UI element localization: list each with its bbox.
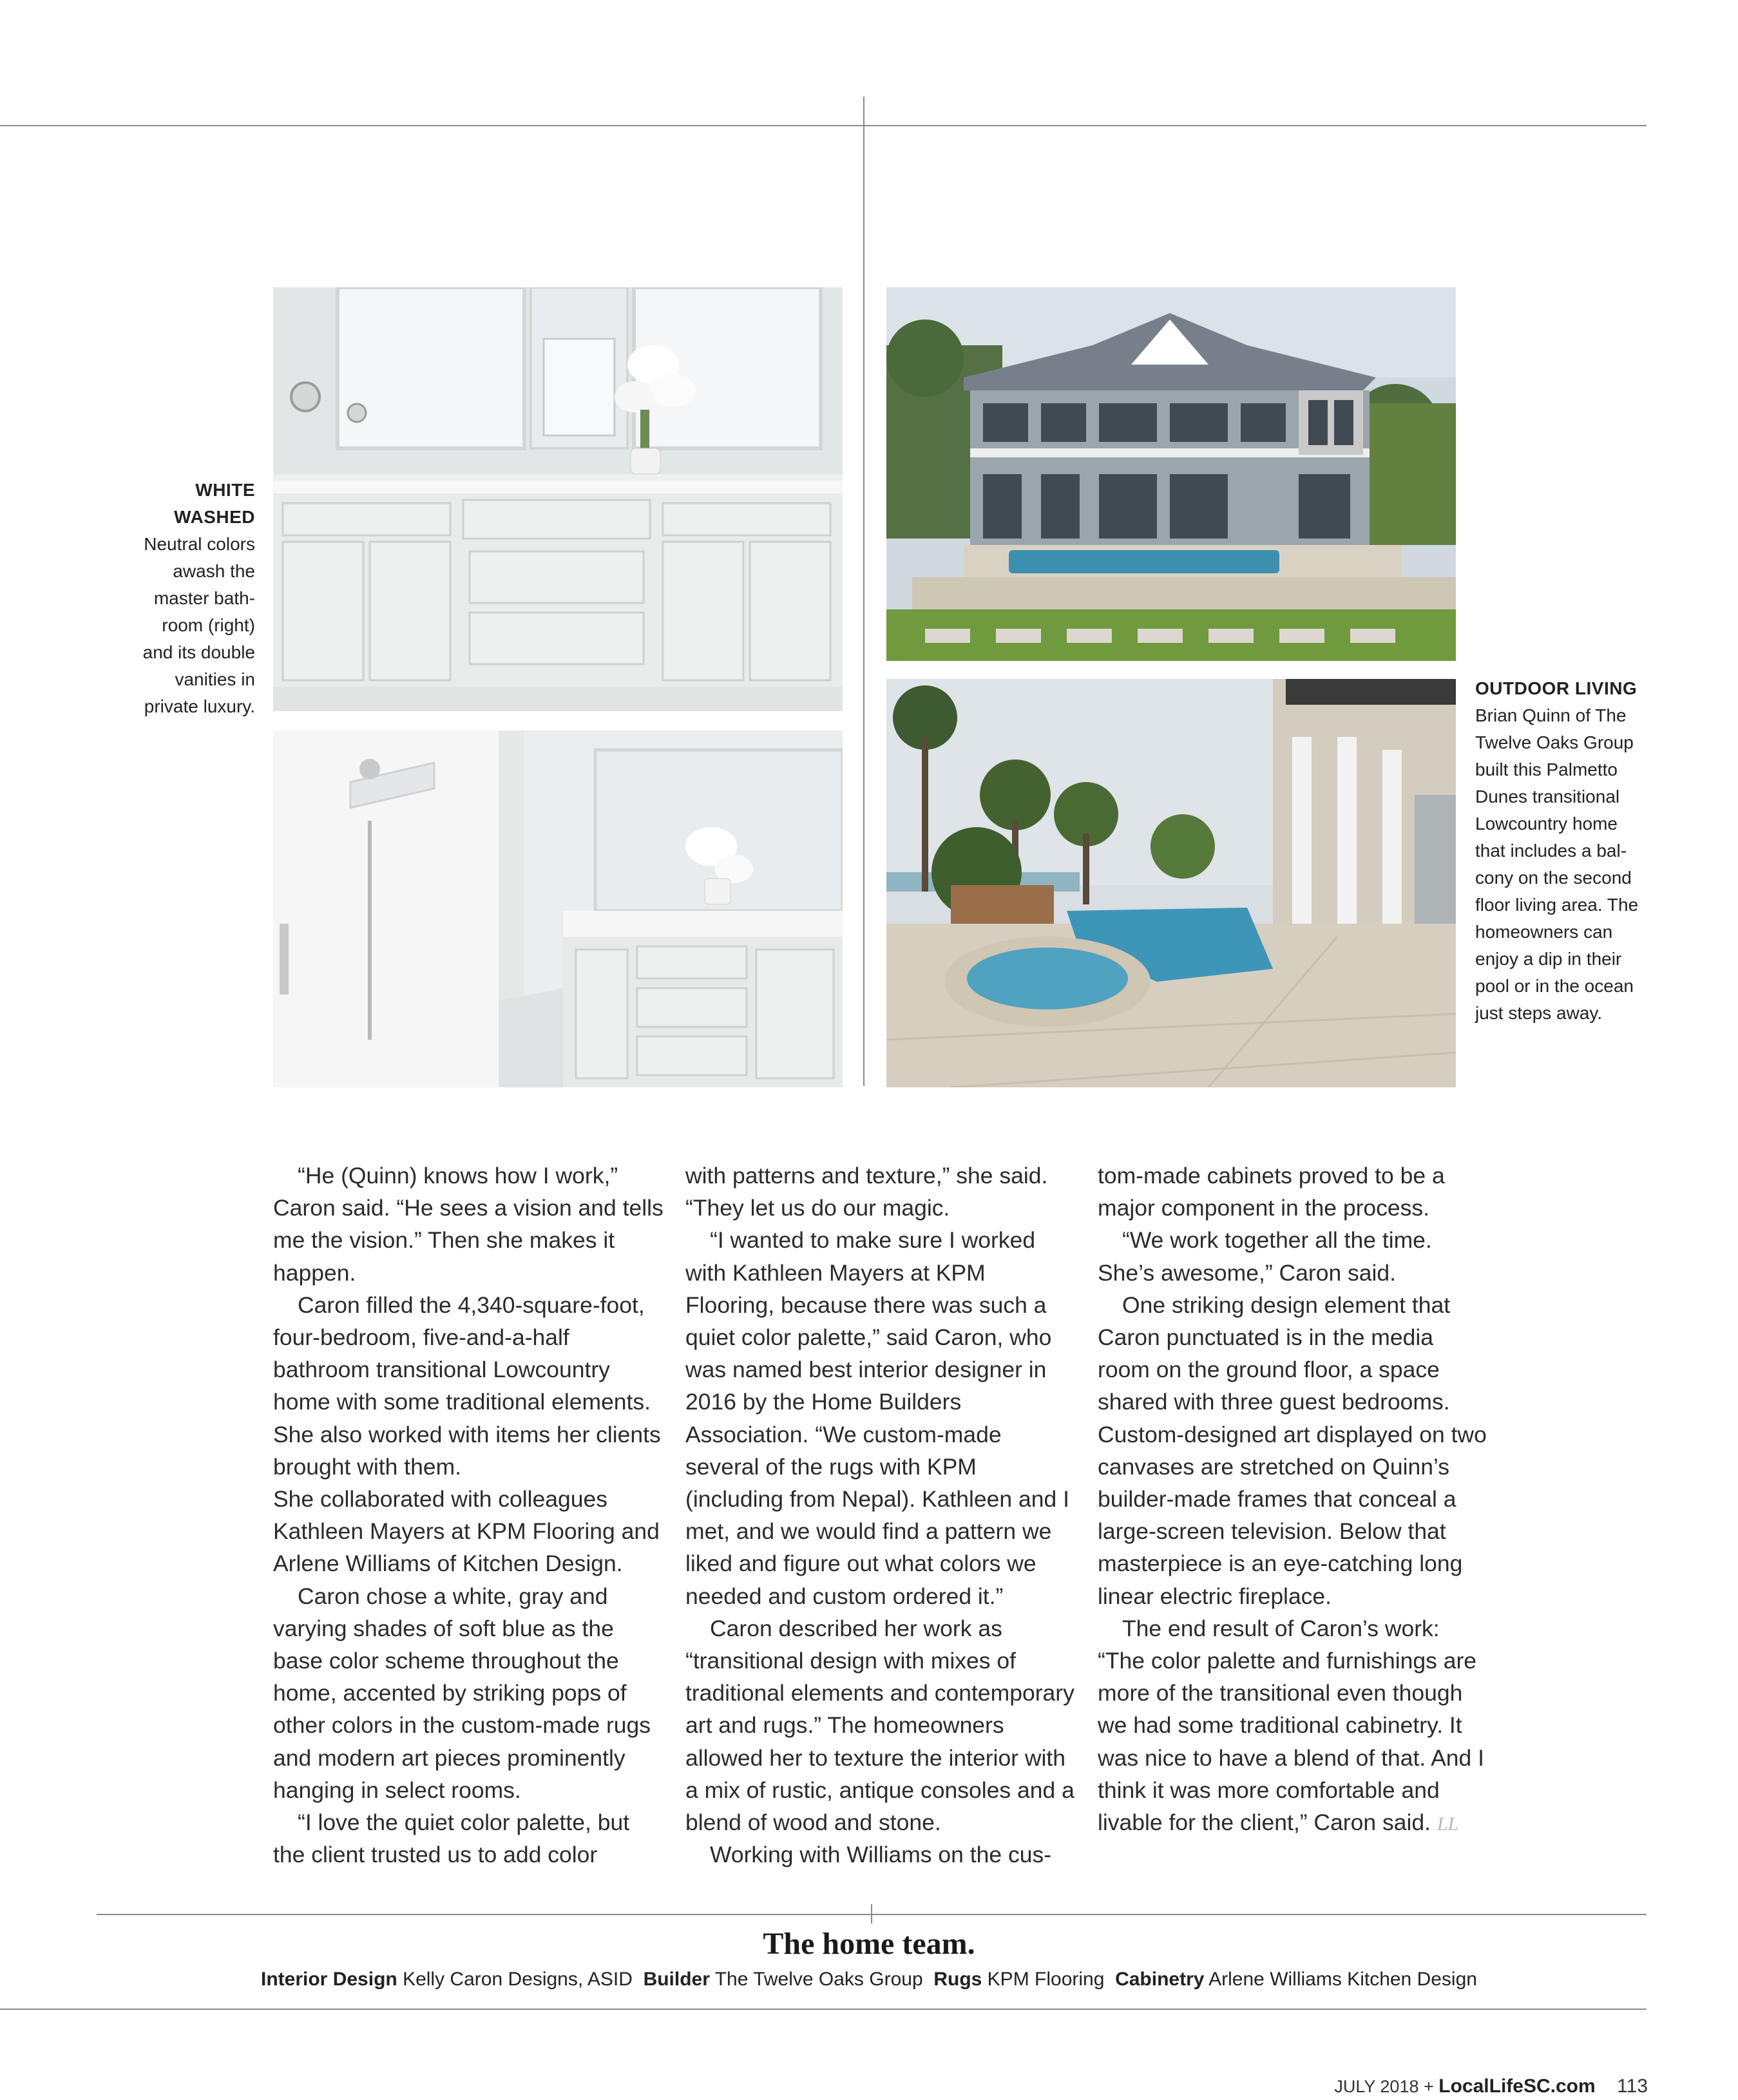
paragraph: tom-made cabinets proved to be a major component in the process. [1098, 1163, 1445, 1221]
center-divider [863, 97, 864, 1086]
credit-name: KPM Flooring [987, 1969, 1105, 1990]
credit-name: Arlene Williams Kitchen Design [1208, 1969, 1477, 1990]
caption-line: pool or in the ocean [1475, 976, 1634, 996]
caption-line: room (right) [162, 615, 255, 635]
caption-line: homeowners can [1475, 922, 1613, 942]
caption-line: that includes a bal- [1475, 841, 1627, 861]
caption-line: enjoy a dip in their [1475, 949, 1622, 969]
paragraph-last [1098, 1612, 1491, 1840]
caption-line: Lowcountry home [1475, 814, 1618, 834]
pool-patio-ocean-photo [886, 679, 1456, 1087]
credit-role: Builder [643, 1969, 710, 1990]
caption-line: master bath- [153, 588, 255, 608]
caption-line: just steps away. [1475, 1003, 1603, 1023]
paragraph: Caron chose a white, gray and varying shades of soft blue as the base color scheme throughout the home, accented by striking pops of other colors in the custom-made rugs and modern art pieces prominently hanging in select rooms. [273, 1583, 651, 1803]
caption-line: built this Palmetto [1475, 759, 1618, 779]
credit-name: The Twelve Oaks Group [714, 1969, 923, 1990]
paragraph: “He (Quinn) knows how I work,” Caron said. “He sees a vision and tells me the vision.” Then she makes it happen. [273, 1163, 664, 1286]
credit-role: Rugs [933, 1969, 982, 1990]
caption-line: cony on the second [1475, 868, 1632, 888]
caption-line: Dunes transitional [1475, 787, 1620, 807]
paragraph: with patterns and texture,” she said. “They let us do our magic. [685, 1163, 1048, 1221]
article-column-1 [273, 1160, 666, 1871]
team-center-tick [871, 1904, 872, 1923]
article-column-3 [1098, 1160, 1491, 1840]
site-link[interactable]: LocalLifeSC.com [1438, 2076, 1596, 2097]
credit-role: Interior Design [261, 1969, 397, 1990]
caption-line: and its double [142, 642, 255, 662]
bathroom-vanity-photo [273, 287, 843, 711]
paragraph: “I love the quiet color palette, but the client trusted us to add color [273, 1809, 630, 1868]
caption-outdoor-living [1475, 675, 1668, 1027]
caption-line: floor living area. The [1475, 895, 1639, 915]
page-footer [1334, 2076, 1648, 2097]
home-team-title: The home team. [763, 1927, 975, 1961]
caption-line: Neutral colors [144, 534, 255, 554]
caption-line: vanities in [175, 669, 255, 689]
credit-role: Cabinetry [1115, 1969, 1205, 1990]
paragraph: She collaborated with colleagues Kathleen Mayers at KPM Flooring and Arlene Williams of Kitchen Design. [273, 1486, 660, 1577]
paragraph-text: The end result of Caron’s work: “The color palette and furnishings are more of the transitional even though we had some traditional cabinetry. It was nice to have a blend of that. And I think it was more comfortable and livable for the client,” Caron said. [1098, 1615, 1484, 1836]
caption-white-washed [64, 477, 255, 720]
home-team-credits [0, 1969, 1738, 1990]
end-mark: LL [1437, 1813, 1459, 1835]
caption-line: awash the [173, 561, 255, 581]
top-rule [0, 125, 1647, 126]
caption-heading: OUTDOOR LIVING [1475, 678, 1638, 698]
paragraph: Caron described her work as “transitional design with mixes of traditional elements and contemporary art and rugs.” The homeowners allowed her to texture the interior with a mix of rustic, antique consoles and a blend of wood and stone. [685, 1615, 1074, 1836]
paragraph: Caron filled the 4,340-square-foot, four-bedroom, five-and-a-half bathroom transitional Lowcountry home with some traditional elements. She also worked with items her clients brought with them. [273, 1292, 661, 1480]
paragraph: One striking design element that Caron punctuated is in the media room on the ground floor, a space shared with three guest bedrooms. Custom-designed art displayed on two canvases are stretched on Quinn’s builder-made frames that conceal a large-screen television. Below that masterpiece is an eye-catching long linear electric fireplace. [1098, 1292, 1487, 1609]
page-number: 113 [1617, 2076, 1648, 2097]
paragraph: “We work together all the time. She’s awesome,” Caron said. [1098, 1227, 1432, 1286]
house-exterior-pool-photo [886, 287, 1456, 661]
article-column-2 [685, 1160, 1078, 1871]
caption-heading-line1: WHITE [195, 480, 255, 500]
team-bottom-rule [0, 2009, 1647, 2010]
caption-heading-line2: WASHED [174, 507, 255, 527]
caption-line: private luxury. [144, 696, 255, 716]
bathroom-shower-photo [273, 730, 843, 1087]
caption-line: Brian Quinn of The [1475, 705, 1627, 725]
caption-line: Twelve Oaks Group [1475, 732, 1634, 752]
paragraph: Working with Williams on the cus- [710, 1842, 1052, 1868]
paragraph: “I wanted to make sure I worked with Kathleen Mayers at KPM Flooring, because there was such a quiet color palette,” said Caron, who was named best interior designer in 2016 by the Home Builders Association. “We custom-made several of the rugs with KPM (including from Nepal). Kathleen and I met, and we would find a pattern we liked and figure out what colors we needed and custom ordered it.” [685, 1227, 1069, 1609]
issue-date: JULY 2018 + [1334, 2077, 1434, 2096]
credit-name: Kelly Caron Designs, ASID [403, 1969, 633, 1990]
